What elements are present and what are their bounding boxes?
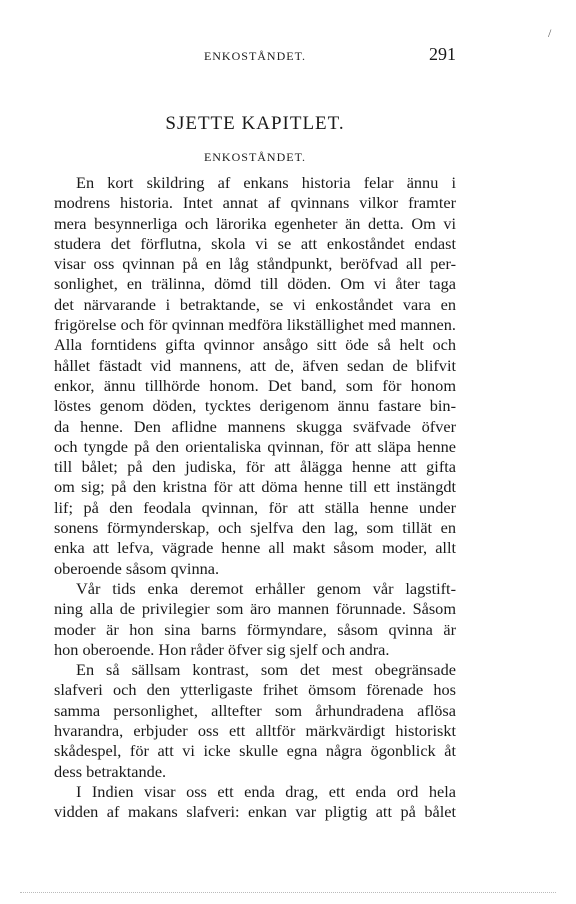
text-line: enka att lefva, vägrade henne all makt såsom moder, allt <box>54 538 456 558</box>
text-line: studera det förflutna, skola vi se att enkoståndet endast <box>54 233 456 253</box>
text-line: och tyngde på den orientaliska qvinnan, för att släpa henne <box>54 436 456 456</box>
text-line: enkor, ännu tillhörde honom. Det band, som för honom <box>54 375 456 395</box>
text-line: hvarandra, erbjuder oss ett alltför märkvärdigt historiskt <box>54 721 456 741</box>
text-line: lif; på den feodala qvinnan, för att ställa henne under <box>54 497 456 517</box>
text-line: hållet fästadt vid mannens, att de, äfven sedan de blifvit <box>54 355 456 375</box>
text-line: Alla forntidens gifta qvinnor ansågo sitt öde så helt och <box>54 335 456 355</box>
text-line: skådespel, för att vi icke skulle egna några ögonblick åt <box>54 741 456 761</box>
text-line: vidden af makans slafveri: enkan var pligtig att på bålet <box>54 802 456 822</box>
paragraph <box>54 579 456 660</box>
body-text <box>54 173 456 823</box>
text-line: hon oberoende. Hon råder öfver sig sjelf och andra. <box>54 639 390 659</box>
text-line: Vår tids enka deremot erhåller genom vår lagstift- <box>76 578 456 598</box>
page-bottom-edge <box>20 892 556 893</box>
text-line: sonlighet, en trälinna, dömd till döden. Om vi åter taga <box>54 274 456 294</box>
text-line: En så sällsam kontrast, som det mest obegränsade <box>76 660 456 680</box>
margin-mark: / <box>548 26 552 40</box>
text-line: slafveri och den ytterligaste frihet ömsom förenade hos <box>54 680 456 700</box>
text-line: da henne. Den aflidne mannens skugga sväfvade öfver <box>54 416 456 436</box>
text-line: ning alla de privilegier som äro mannen förunnade. Såsom <box>54 599 456 619</box>
running-title: ENKOSTÅNDET. <box>203 49 307 63</box>
text-line: till bålet; på den judiska, för att ålägga henne att gifta <box>54 457 456 477</box>
text-line: oberoende såsom qvinna. <box>54 558 220 578</box>
text-line: moder är hon sina barns förmyndare, såsom qvinna är <box>54 619 456 639</box>
text-line: mera besynnerliga och lärorika egenheter än detta. Om vi <box>54 213 456 233</box>
text-line: En kort skildring af enkans historia felar ännu i <box>76 173 456 192</box>
paragraph <box>54 173 456 579</box>
text-line: löstes genom döden, tycktes derigenom ännu fastare bin- <box>54 396 456 416</box>
text-line: samma personlighet, alltefter som århundradena aflösa <box>54 700 456 720</box>
chapter-title: SJETTE KAPITLET. <box>165 113 345 134</box>
text-line: det närvarande i betraktande, se vi enkoståndet vara en <box>54 294 456 314</box>
running-header <box>54 44 456 68</box>
text-line: sonens förmynderskap, och sjelfva den lag, som tillät en <box>54 518 456 538</box>
text-line: modrens historia. Intet annat af qvinnans vilkor framter <box>54 193 456 213</box>
text-line: I Indien visar oss ett enda drag, ett enda ord hela <box>76 781 456 801</box>
section-title: ENKOSTÅNDET. <box>203 150 307 164</box>
text-line: frigörelse och för qvinnan medföra likställighet med mannen. <box>54 315 456 335</box>
text-line: om sig; på den kristna för att döma henne till ett instängdt <box>54 477 456 497</box>
paragraph <box>54 660 456 782</box>
paragraph <box>54 782 456 823</box>
text-line: dess betraktande. <box>54 761 167 781</box>
text-line: visar oss qvinnan på en låg ståndpunkt, beröfvad all per- <box>54 254 456 274</box>
page-number: 291 <box>429 44 456 64</box>
